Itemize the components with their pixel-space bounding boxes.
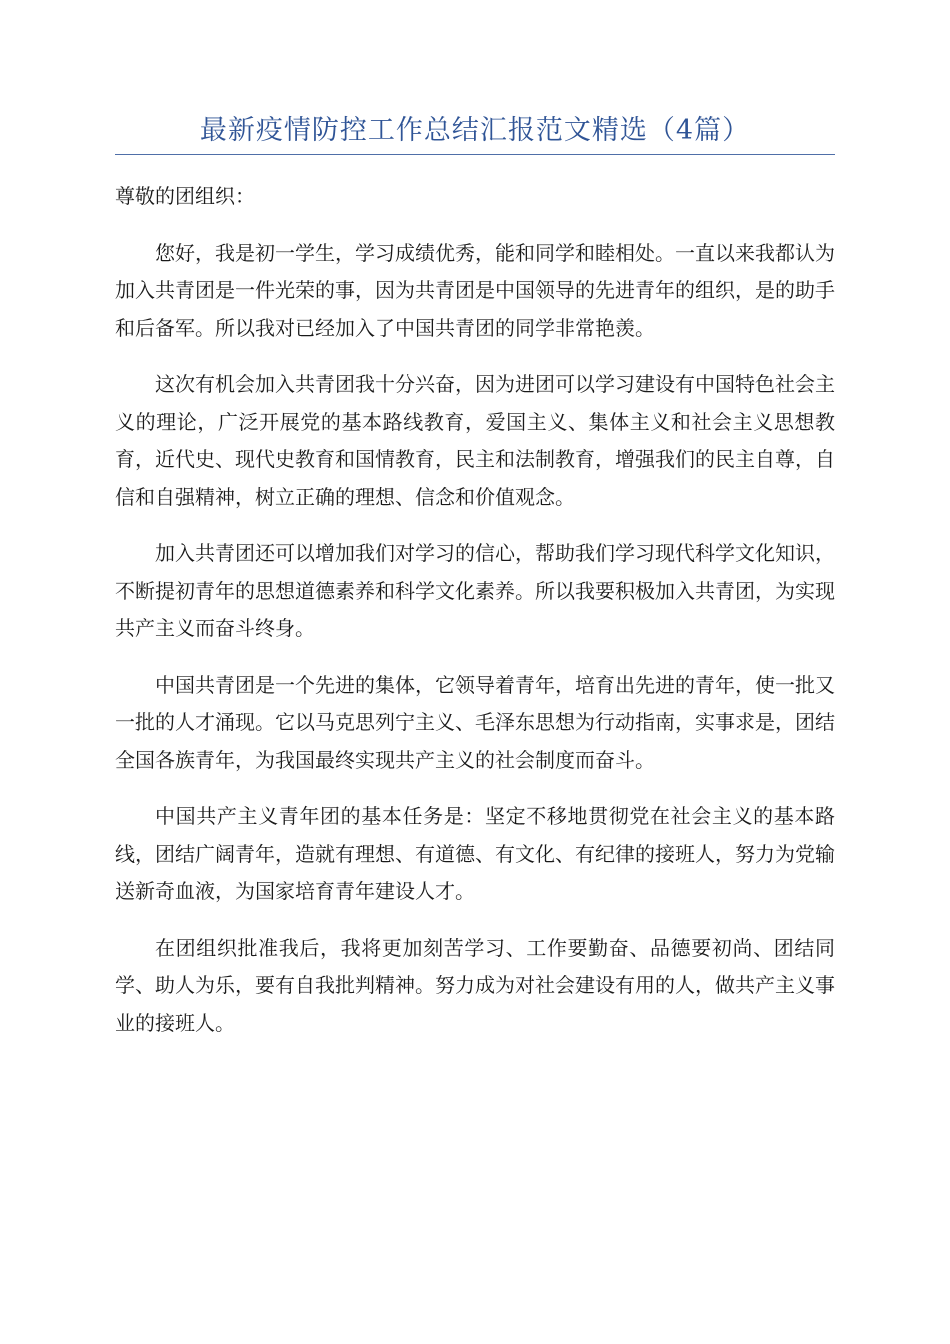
paragraph-2: 这次有机会加入共青团我十分兴奋，因为进团可以学习建设有中国特色社会主义的理论，广泛开展党的基本路线教育，爱国主义、集体主义和社会主义思想教育，近代史、现代史教育和国情教育，民主和法制教育，增强我们的民主自尊，自信和自强精神，树立正确的理想、信念和价值观念。 — [115, 372, 835, 509]
document-body — [115, 178, 835, 1061]
paragraph-6: 在团组织批准我后，我将更加刻苦学习、工作要勤奋、品德要初尚、团结同学、助人为乐，要有自我批判精神。努力成为对社会建设有用的人，做共产主义事业的接班人。 — [115, 935, 835, 1035]
paragraph-4: 中国共青团是一个先进的集体，它领导着青年，培育出先进的青年，使一批又一批的人才涌现。它以马克思列宁主义、毛泽东思想为行动指南，实事求是，团结全国各族青年，为我国最终实现共产主义的社会制度而奋斗。 — [115, 672, 835, 772]
paragraph-3: 加入共青团还可以增加我们对学习的信心，帮助我们学习现代科学文化知识，不断提初青年的思想道德素养和科学文化素养。所以我要积极加入共青团，为实现共产主义而奋斗终身。 — [115, 541, 835, 640]
salutation: 尊敬的团组织： — [115, 184, 255, 208]
title-block — [115, 112, 835, 155]
paragraph-1: 您好，我是初一学生，学习成绩优秀，能和同学和睦相处。一直以来我都认为加入共青团是一件光荣的事，因为共青团是中国领导的先进青年的组织，是的助手和后备军。所以我对已经加入了中国共青团的同学非常艳羡。 — [115, 240, 835, 340]
paragraph-5: 中国共产主义青年团的基本任务是：坚定不移地贯彻党在社会主义的基本路线，团结广阔青年，造就有理想、有道德、有文化、有纪律的接班人，努力为党输送新奇血液，为国家培育青年建设人才。 — [115, 804, 835, 903]
document-title: 最新疫情防控工作总结汇报范文精选（4篇） — [199, 115, 751, 146]
